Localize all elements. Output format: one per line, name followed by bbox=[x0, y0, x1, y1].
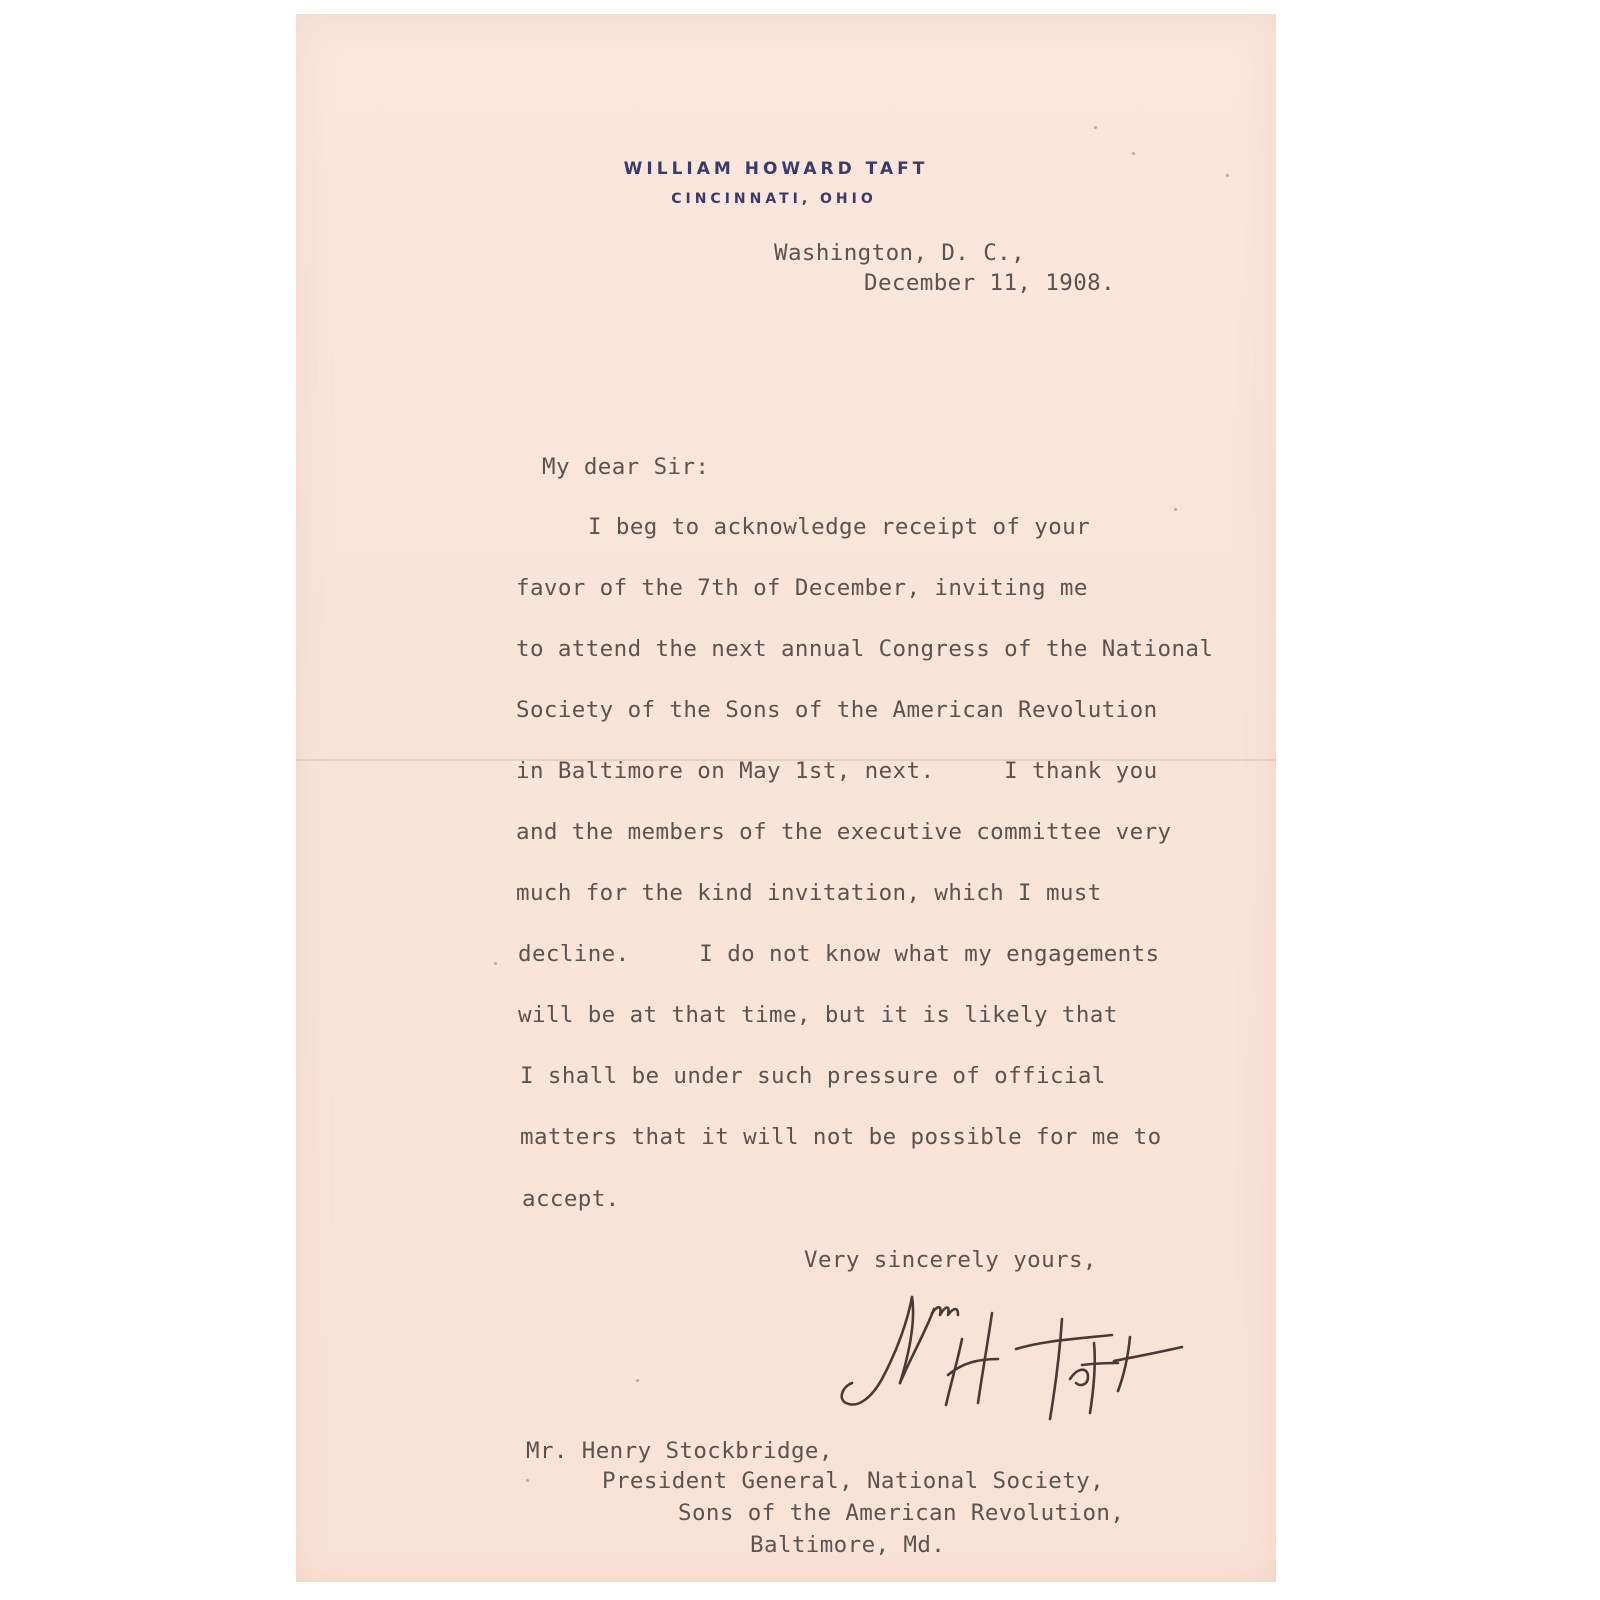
body-line: favor of the 7th of December, inviting me bbox=[516, 575, 1088, 601]
body-line: matters that it will not be possible for me to bbox=[520, 1124, 1162, 1150]
body-line: will be at that time, but it is likely that bbox=[518, 1002, 1118, 1028]
body-line: I beg to acknowledge receipt of your bbox=[588, 514, 1091, 540]
body-line: decline. I do not know what my engagements bbox=[518, 941, 1160, 967]
body-line: much for the kind invitation, which I must bbox=[516, 880, 1102, 906]
body-line: accept. bbox=[522, 1186, 620, 1212]
body-line: Society of the Sons of the American Revolution bbox=[516, 697, 1158, 723]
salutation: My dear Sir: bbox=[542, 454, 710, 480]
paper-speck bbox=[1094, 126, 1097, 129]
paper-speck bbox=[1132, 152, 1135, 155]
paper-speck bbox=[1226, 174, 1229, 177]
addressee-line: Sons of the American Revolution, bbox=[678, 1500, 1125, 1526]
addressee-line: Mr. Henry Stockbridge, bbox=[526, 1438, 833, 1464]
paper-speck bbox=[494, 962, 497, 965]
letterhead-name: WILLIAM HOWARD TAFT bbox=[623, 159, 929, 179]
body-line: and the members of the executive committee very bbox=[516, 819, 1172, 845]
dateline-date: December 11, 1908. bbox=[864, 270, 1116, 296]
closing: Very sincerely yours, bbox=[804, 1247, 1097, 1273]
body-line: to attend the next annual Congress of the National bbox=[516, 636, 1214, 662]
dateline-place: Washington, D. C., bbox=[774, 240, 1026, 266]
paper-speck bbox=[526, 1479, 529, 1482]
signature-handwritten bbox=[812, 1279, 1192, 1429]
addressee-line: Baltimore, Md. bbox=[750, 1532, 946, 1558]
letter-sheet bbox=[296, 14, 1276, 1582]
letterhead-city: CINCINNATI, OHIO bbox=[671, 191, 877, 207]
body-line: I shall be under such pressure of official bbox=[520, 1063, 1106, 1089]
body-line: in Baltimore on May 1st, next. I thank you bbox=[516, 758, 1158, 784]
paper-speck bbox=[636, 1379, 639, 1382]
paper-speck bbox=[1174, 508, 1177, 511]
addressee-line: President General, National Society, bbox=[602, 1468, 1105, 1494]
